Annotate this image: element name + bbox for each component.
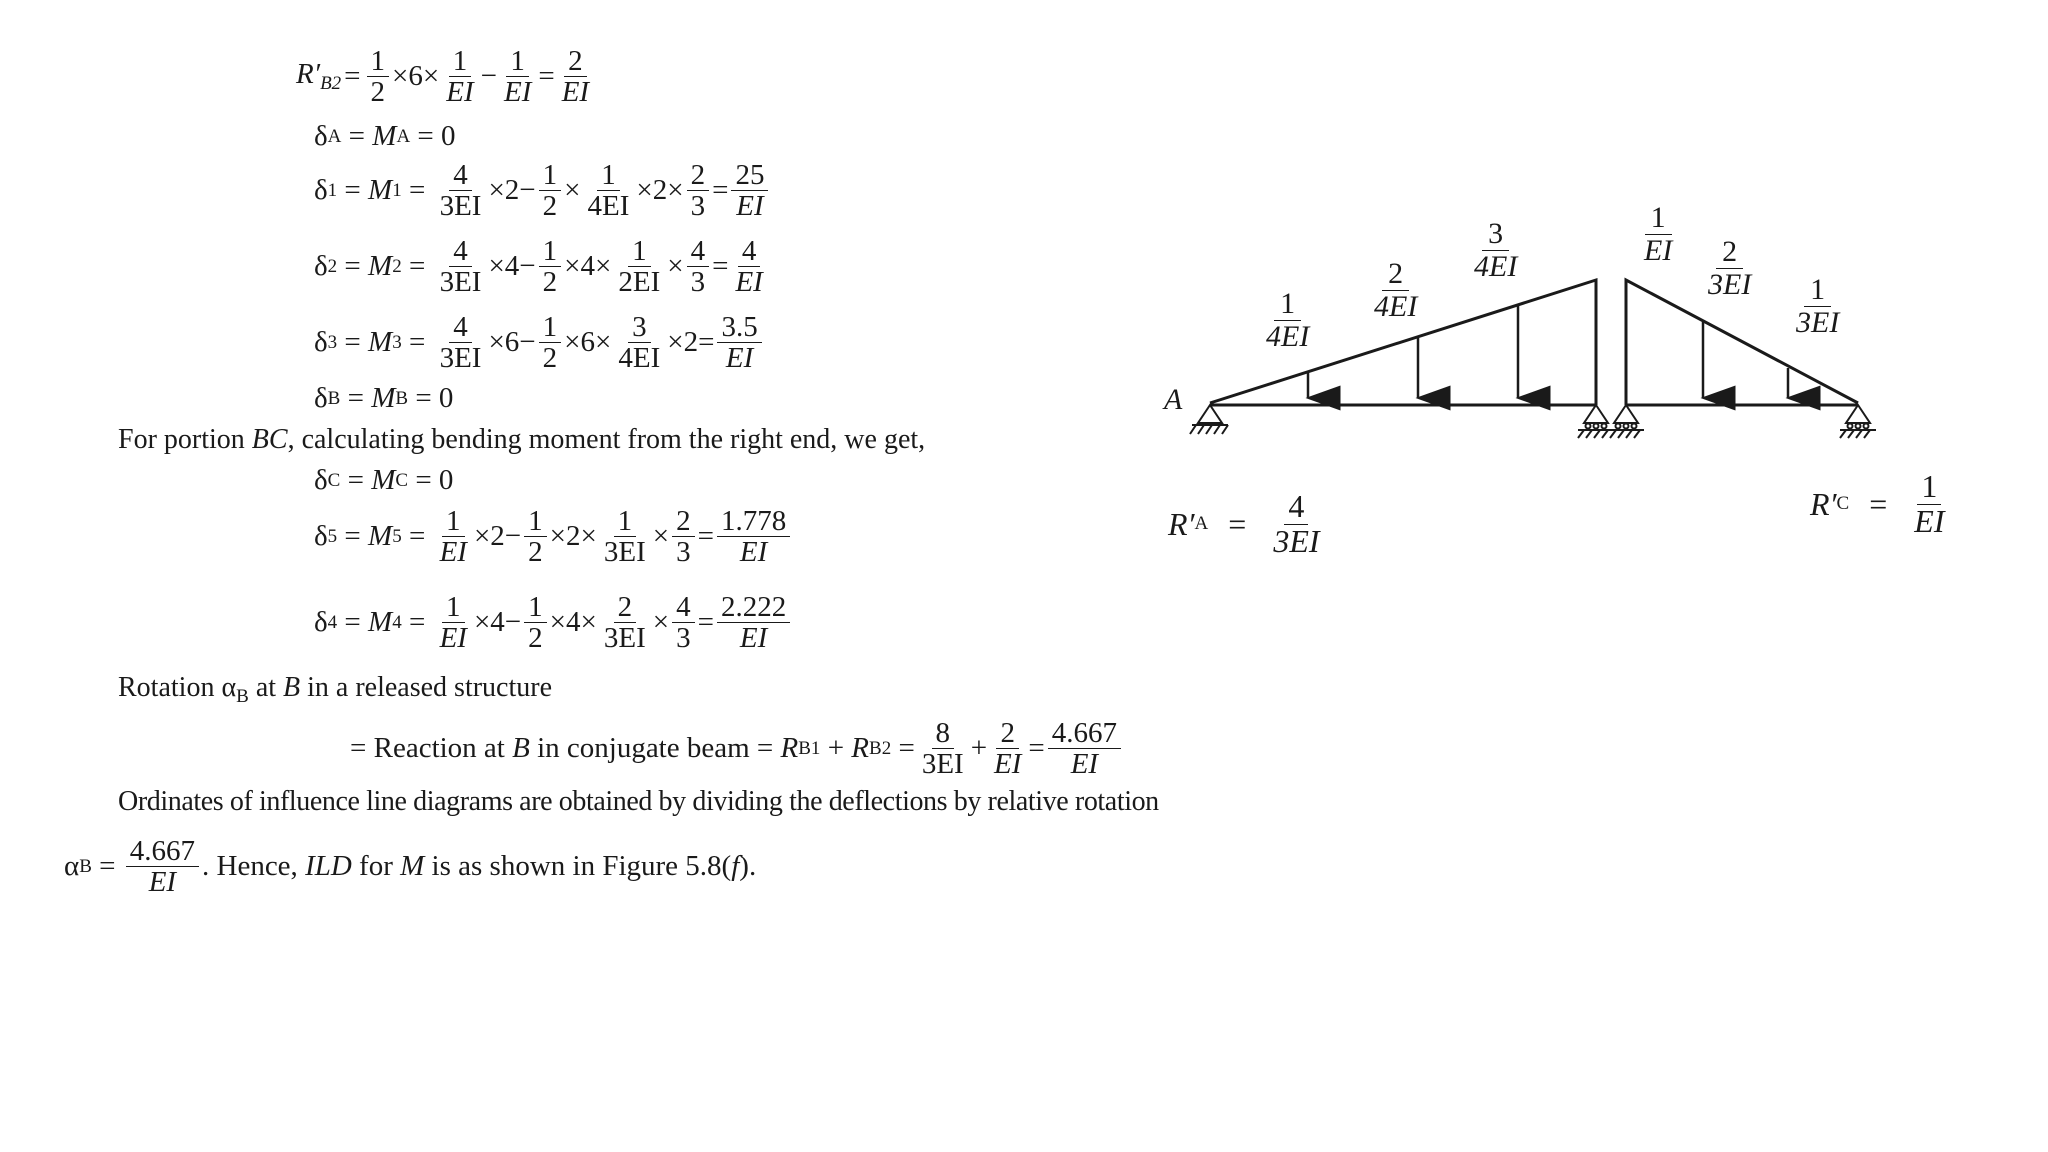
load-label-3: 3 4EI: [1474, 217, 1518, 283]
load-label-1: 1 4EI: [1266, 287, 1310, 353]
eq-delta-c: δ C = M C = 0: [314, 464, 454, 496]
eq-delta-a: δ A = M A = 0: [314, 120, 456, 152]
eq-alpha-b: α B = $\frac{4.667}{EI}$ . Hence, ILD for M is as shown in Figure 5.8( f ).: [64, 835, 757, 899]
eq-delta-2: δ 2 = M 2 = $\frac{4}{3EI}$ ×4− $\frac{1}{2}$ ×4× $\frac{1}{2EI}$ × $\frac{4}{3}$ = $\frac{4}{EI}$: [314, 235, 763, 299]
portion-bc-text: For portion BC, calculating bending moment from the right end, we get,: [118, 424, 926, 455]
reaction-rc: R′ C = $\frac{1}{EI}$: [1810, 468, 1945, 539]
fraction: $\frac{2}{EI}$: [561, 45, 590, 109]
support-b: [1578, 405, 1644, 438]
eq-rb2: $R'_{B2}$ = $\frac{1}{2}$ ×6× $\frac{1}{EI}$ − $\frac{1}{EI}$ = $\frac{2}{EI}$: [296, 46, 596, 108]
load-label-6: 1 3EI: [1796, 273, 1840, 339]
eq-delta-3: δ 3 = M 3 = $\frac{4}{3EI}$ ×6− $\frac{1}{2}$ ×6× $\frac{3}{4EI}$ ×2= $\frac{3.5}{EI}$: [314, 312, 765, 374]
reaction-ra: R′ A = $\frac{4}{3EI}$: [1168, 488, 1320, 559]
rotation-text: Rotation $\alpha_B$ at B in a released structure: [118, 672, 553, 707]
fraction: $\frac{1}{2}$: [367, 46, 390, 108]
support-c: [1840, 405, 1876, 438]
eq-delta-b: δ B = M B = 0: [314, 382, 454, 414]
fraction: $\frac{1}{EI}$: [503, 45, 532, 109]
eq-reaction: = Reaction at B in conjugate beam = R B1 + R B2 = $\frac{8}{3EI}$ + $\frac{2}{EI}$ = $\frac{4.667}{EI}$: [350, 718, 1124, 780]
support-a: [1190, 405, 1228, 434]
eq-delta-5: δ 5 = M 5 = $\frac{1}{EI}$ ×2− $\frac{1}{2}$ ×2× $\frac{1}{3EI}$ × $\frac{2}{3}$ = $\frac{1.778}{EI}$: [314, 506, 793, 568]
eq-delta-1: δ 1 = M 1 = $\frac{4}{3EI}$ ×2− $\frac{1}{2}$ × $\frac{1}{4EI}$ ×2× $\frac{2}{3}$ = $\frac{25}{EI}$: [314, 160, 771, 222]
fraction: $\frac{1}{EI}$: [446, 45, 474, 109]
eq-delta-4: δ 4 = M 4 = $\frac{1}{EI}$ ×4− $\frac{1}{2}$ ×4× $\frac{2}{3EI}$ × $\frac{4}{3}$ = $\frac{2.222}{EI}$: [314, 592, 793, 654]
point-a-label: A: [1164, 383, 1183, 416]
load-label-2: 2 4EI: [1374, 257, 1418, 323]
load-label-4: 1 EI: [1644, 201, 1673, 267]
load-label-5: 2 3EI: [1708, 235, 1752, 301]
ordinates-text: Ordinates of influence line diagrams are obtained by dividing the deflections by relative rotation: [118, 786, 1159, 817]
rb2-symbol: $R'_{B2}$: [296, 58, 342, 95]
